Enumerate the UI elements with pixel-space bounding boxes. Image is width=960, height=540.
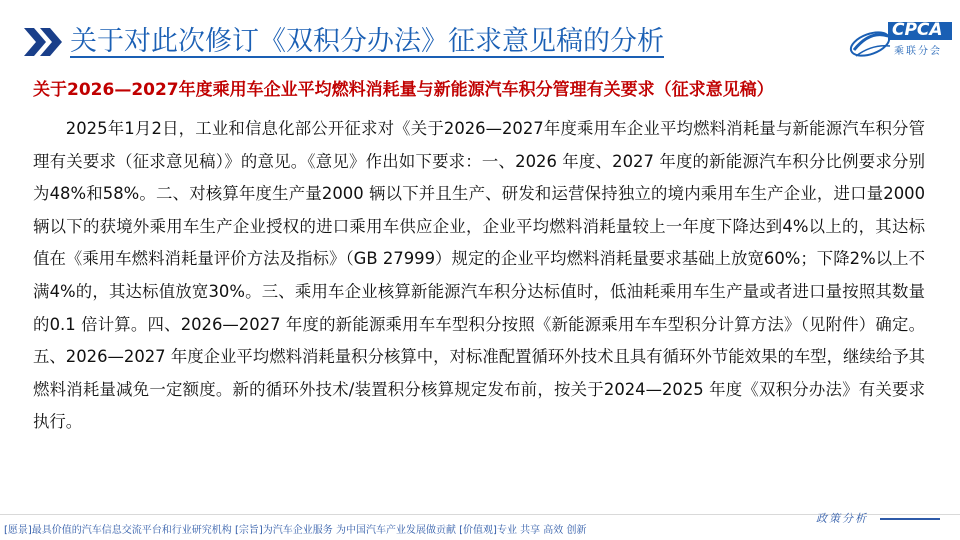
footer-accent-bar [880,518,940,520]
slide-header [0,0,960,70]
double-chevron-icon [22,26,66,58]
slide-title: 关于对此次修订《双积分办法》征求意见稿的分析 [70,26,664,57]
logo-subtitle: 乘联分会 [894,46,942,57]
footer-section-label: 政策分析 [816,512,868,525]
section-subtitle: 关于2026—2027年度乘用车企业平均燃料消耗量与新能源汽车积分管理有关要求（征求意见稿） [33,80,774,100]
footer-mission: [愿景]最具价值的汽车信息交流平台和行业研究机构 [宗旨]为汽车企业服务 为中国汽车产业发展做贡献 [价值观]专业 共享 高效 创新 [4,525,587,536]
logo-brand: CPCA [892,20,943,40]
body-paragraph: 2025年1月2日，工业和信息化部公开征求对《关于2026—2027年度乘用车企业平均燃料消耗量与新能源汽车积分管理有关要求（征求意见稿）》的意见。《意见》作出如下要求：一、2026 年度、2027 年度的新能源汽车积分比例要求分别为48%和58%。二、对核算年度生产量2000 辆以下并且生产、研发和运营保持独立的境内乘用车生产企业，进口量2000 辆以下的获境外乘用车生产企业授权的进口乘用车供应企业，企业平均燃料消耗量较上一年度下降达到4%以上的，其达标值在《乘用车燃料消耗量评价方法及指标》（GB 27999）规定的企业平均燃料消耗量要求基础上放宽60%；下降2%以上不满4%的，其达标值放宽30%。三、乘用车企业核算新能源汽车积分达标值时，低油耗乘用车生产量或者进口量按照其数量的0.1 倍计算。四、2026—2027 年度的新能源乘用车车型积分按照《新能源乘用车车型积分计算方法》（见附件）确定。五、2026—2027 年度企业平均燃料消耗量积分核算中，对标准配置循环外技术且具有循环外节能效果的车型，继续给予其燃料消耗量减免一定额度。新的循环外技术/装置积分核算规定发布前，按关于2024—2025 年度《双积分办法》有关要求执行。 [33,119,925,432]
